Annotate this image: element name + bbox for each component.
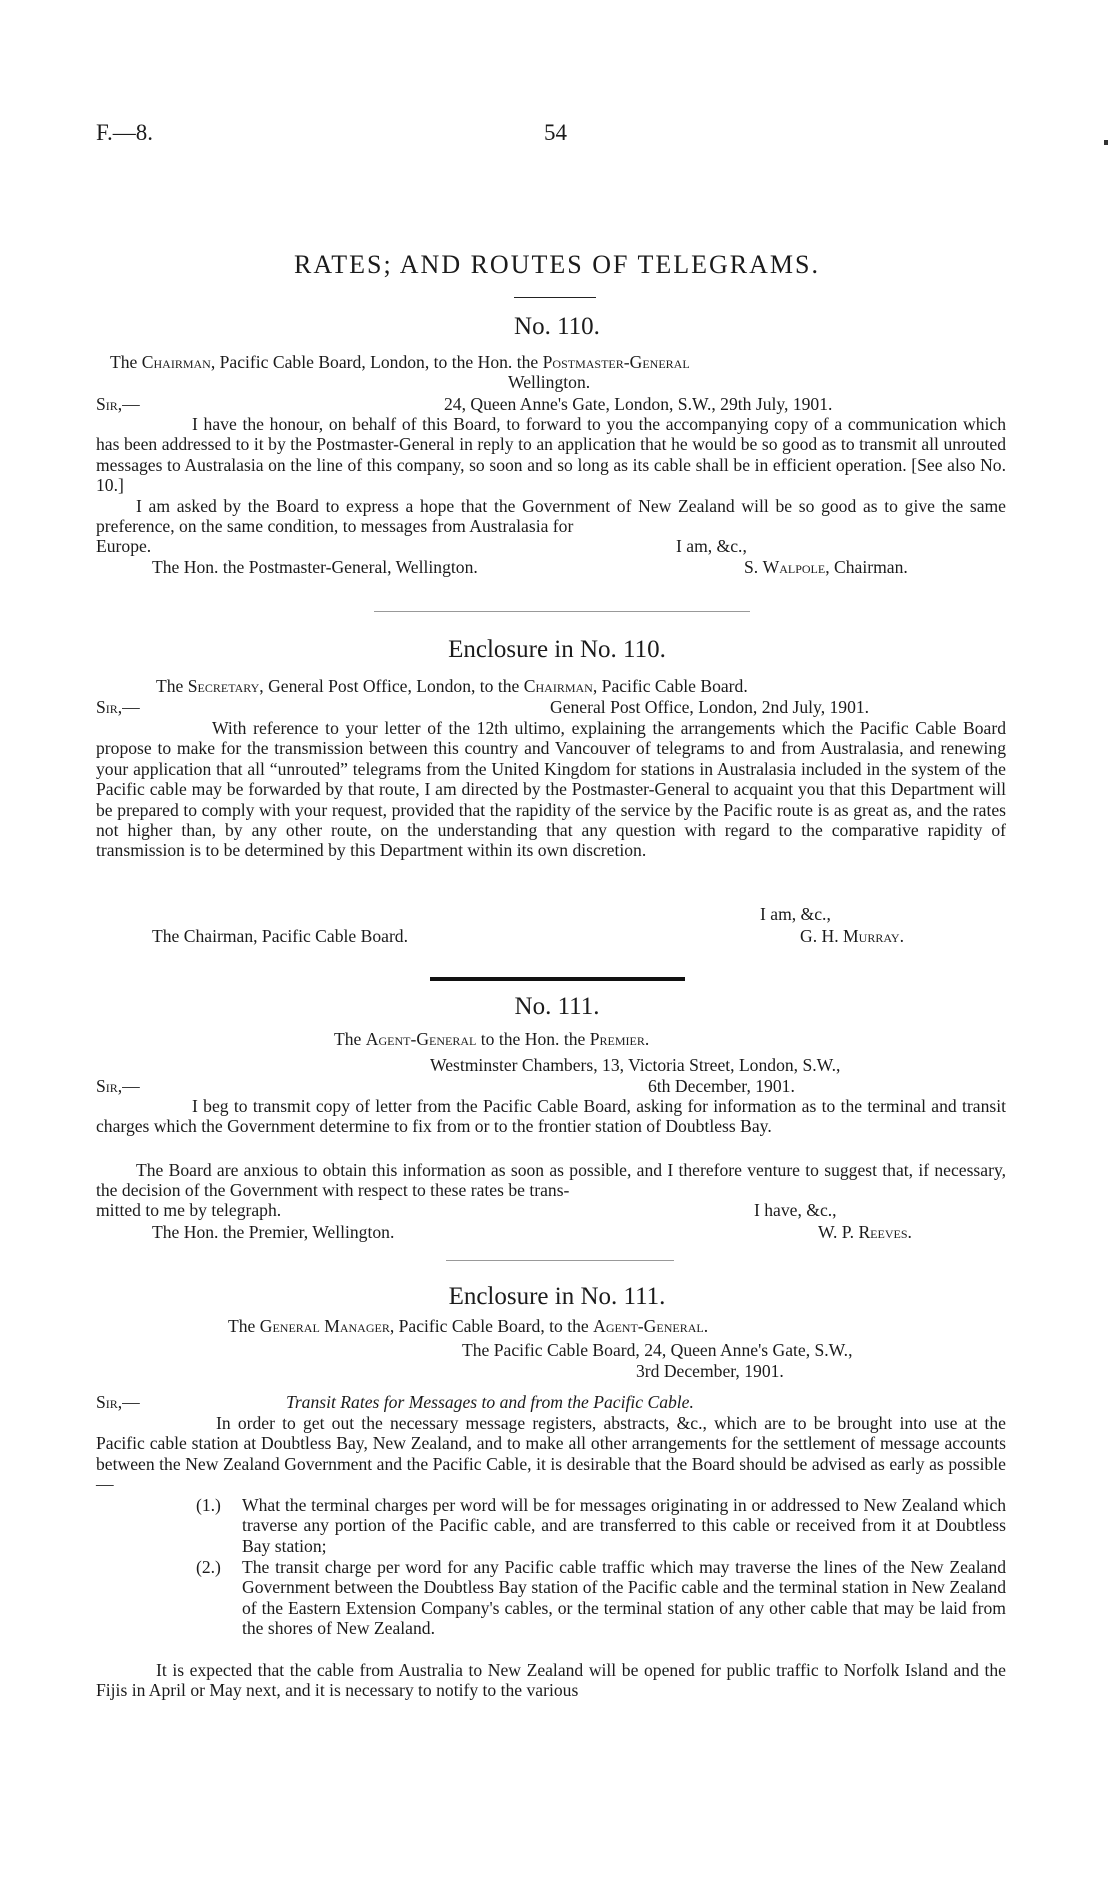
letter-111-address-line-1: Westminster Chambers, 13, Victoria Street, London, S.W.,: [430, 1055, 841, 1075]
page-number: 54: [544, 120, 567, 145]
page-title: RATES; AND ROUTES OF TELEGRAMS.: [294, 250, 820, 279]
letter-110-address: 24, Queen Anne's Gate, London, S.W., 29th July, 1901.: [444, 394, 833, 414]
from-mid: to the Hon. the: [480, 1029, 586, 1049]
enclosure-110-addressee: The Chairman, Pacific Cable Board.: [152, 926, 409, 946]
item-1-number: (1.): [196, 1495, 221, 1515]
enclosure-110-paragraph-1: With reference to your letter of the 12th ultimo, explaining the arrangements which the Pacific Cable Board propose to make for the transmission between this country and Vancouver of telegrams to and from Australasia, and renewing your application that all “unrouted” telegrams from the United Kingdom for stations in Australasia included in the system of the Pacific cable may be forwarded by that route, I am directed by the Postmaster-General to acquaint you that this Department will be prepared to comply with your request, provided that the rapidity of the service by the Pacific route is as great as, and the rates not higher than, by any other route, on the understanding that any question with regard to the comparative rapidity of transmission is to be determined by this Department within its own discretion.: [96, 718, 1006, 861]
letter-111-heading: No. 111.: [514, 993, 600, 1020]
recipient-title: Agent-General.: [593, 1316, 709, 1336]
signature-initial: S.: [744, 557, 759, 577]
from-prefix: The: [156, 676, 184, 696]
recipient-title: Premier.: [589, 1029, 650, 1049]
letter-110-paragraph-1: I have the honour, on behalf of this Board, to forward to you the accompanying copy of a communication which has been addressed to it by the Postmaster-General in reply to an application that he would be so good as to transmit all unrouted messages to Australasia on the line of this company, so soon and so long as its cable shall be in efficient operation. [See also No. 10.]: [96, 414, 1006, 496]
title-rule: [514, 297, 596, 298]
letter-110-signature: [744, 557, 908, 577]
enclosure-110-from-to: [156, 676, 748, 696]
margin-mark: [1104, 140, 1108, 145]
enclosure-111-subject: Transit Rates for Messages to and from the Pacific Cable.: [286, 1392, 694, 1412]
letter-110-from-to: [110, 352, 690, 372]
letter-111-paragraph-1: I beg to transmit copy of letter from the Pacific Cable Board, asking for information as to the terminal and transit charges which the Government determine to fix from or to the frontier station of Doubtless Bay.: [96, 1096, 1006, 1137]
sender-title: Agent-General: [365, 1029, 477, 1049]
letter-111-signature: [818, 1222, 912, 1242]
signature-title: , Chairman.: [825, 557, 908, 577]
sender-title: General Manager: [259, 1316, 390, 1336]
sender-org: , Pacific Cable Board, to the: [389, 1316, 589, 1336]
section-thick-rule: [430, 977, 685, 981]
letter-111-salutation: Sir,—: [96, 1076, 140, 1096]
from-prefix: The: [334, 1029, 362, 1049]
item-2-body: The transit charge per word for any Pacific cable traffic which may traverse the lines of the New Zealand Government between the Doubtless Bay station of the Pacific cable and the terminal station in New Zealand of the Eastern Extension Company's cables, or the terminal station of any other cable that may be laid from the shores of New Zealand.: [242, 1557, 1006, 1639]
signature-name: Walpole: [762, 557, 826, 577]
recipient-title: Postmaster-General: [542, 352, 690, 372]
letter-111-addressee: The Hon. the Premier, Wellington.: [152, 1222, 395, 1242]
enclosure-111-salutation: Sir,—: [96, 1392, 140, 1412]
letter-111-paragraph-2: The Board are anxious to obtain this information as soon as possible, and I therefore venture to suggest that, if necessary, the decision of the Government with respect to these rates be trans-: [96, 1160, 1006, 1201]
letter-110-closing: I am, &c.,: [676, 536, 747, 556]
enclosure-110-heading: Enclosure in No. 110.: [448, 636, 666, 663]
letter-111-closing: I have, &c.,: [754, 1200, 837, 1220]
enclosure-110-salutation: Sir,—: [96, 697, 140, 717]
recipient-title: Chairman: [523, 676, 593, 696]
letter-110-heading: No. 110.: [514, 313, 600, 340]
sender-org: , Pacific Cable Board, London, to the Hon. the: [210, 352, 539, 372]
sender-title: Chairman: [141, 352, 211, 372]
separator-rule: [374, 611, 750, 612]
letter-110-addressee: The Hon. the Postmaster-General, Wellington.: [152, 557, 478, 577]
letter-111-address-line-2: 6th December, 1901.: [648, 1076, 795, 1096]
letter-111-from-to: [334, 1029, 649, 1049]
recipient-org: , Pacific Cable Board.: [592, 676, 748, 696]
letter-110-place: Wellington.: [508, 372, 591, 392]
sender-title: Secretary: [187, 676, 260, 696]
enclosure-111-heading: Enclosure in No. 111.: [448, 1283, 666, 1310]
document-reference: F.—8.: [96, 120, 153, 145]
enclosure-111-from-to: [228, 1316, 708, 1336]
enclosure-111-paragraph-2: It is expected that the cable from Australia to New Zealand will be opened for public traffic to Norfolk Island and the Fijis in April or May next, and it is necessary to notify to the various: [96, 1660, 1006, 1701]
sender-org: , General Post Office, London, to the: [259, 676, 520, 696]
enclosure-110-address: General Post Office, London, 2nd July, 1901.: [550, 697, 870, 717]
enclosure-110-closing: I am, &c.,: [760, 904, 831, 924]
enclosure-111-paragraph-1: In order to get out the necessary message registers, abstracts, &c., which are to be brought into use at the Pacific cable station at Doubtless Bay, New Zealand, and to make all other arrangements for the settlement of message accounts between the New Zealand Government and the Pacific Cable, it is desirable that the Board should be advised as early as possible—: [96, 1413, 1006, 1495]
letter-110-paragraph-2-end: Europe.: [96, 536, 152, 556]
enclosure-110-signature: [800, 926, 904, 946]
item-2-number: (2.): [196, 1557, 221, 1577]
letter-111-paragraph-2-end: mitted to me by telegraph.: [96, 1200, 282, 1220]
item-1-text: [242, 1495, 1006, 1556]
enclosure-111-address-line-2: 3rd December, 1901.: [636, 1361, 784, 1381]
signature-initial: W. P.: [818, 1222, 855, 1242]
separator-rule: [446, 1260, 674, 1261]
item-1-body: What the terminal charges per word will be for messages originating in or addressed to New Zealand which traverse any portion of the Pacific cable, and are transferred to this cable or received from it at Doubtless Bay station;: [242, 1495, 1006, 1556]
signature-name: Reeves.: [858, 1222, 912, 1242]
signature-initial: G. H.: [800, 926, 839, 946]
from-prefix: The: [228, 1316, 256, 1336]
enclosure-111-address-line-1: The Pacific Cable Board, 24, Queen Anne's Gate, S.W.,: [462, 1340, 853, 1360]
from-prefix: The: [110, 352, 138, 372]
letter-110-salutation: Sir,—: [96, 394, 140, 414]
item-2-text: [242, 1557, 1006, 1639]
letter-110-paragraph-2: I am asked by the Board to express a hope that the Government of New Zealand will be so good as to give the same preference, on the same condition, to messages from Australasia for: [96, 496, 1006, 537]
signature-name: Murray.: [843, 926, 904, 946]
